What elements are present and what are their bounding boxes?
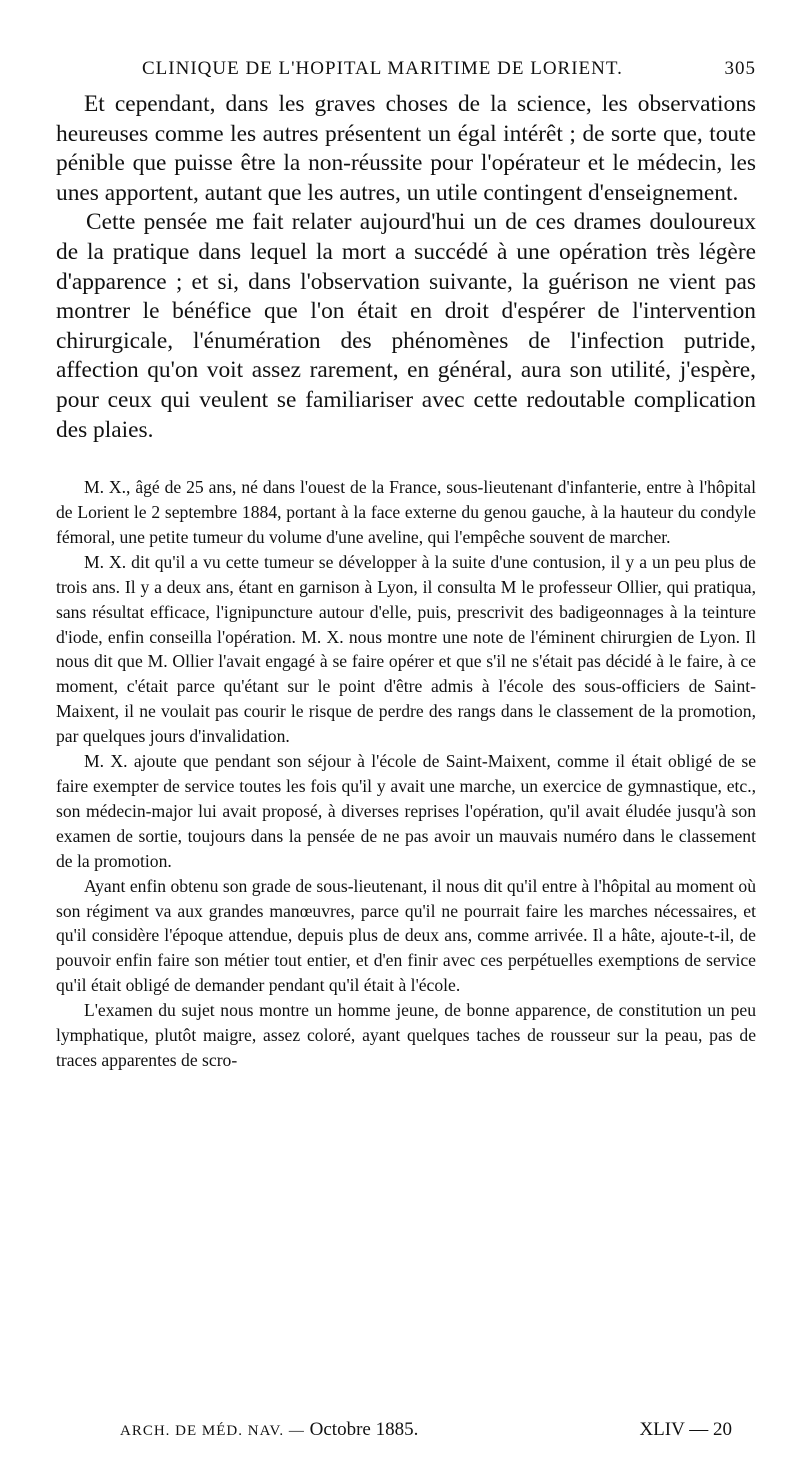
observation-paragraph: M. X., âgé de 25 ans, né dans l'ouest de la France, sous-lieutenant d'infanterie, entre à l'hôpital de Lorient le 2 septembre 1884, portant à la face externe du genou gauche, à la hauteur du condyle fémoral, une petite tumeur du volume d'une aveline, qui l'empêche souvent de marcher.	[56, 477, 756, 547]
running-title: CLINIQUE DE L'HOPITAL MARITIME DE LORIENT.	[142, 58, 623, 79]
running-head	[56, 58, 756, 80]
intro-paragraph: Et cependant, dans les graves choses de la science, les observations heureuses comme les autres présentent un égal intérêt ; de sorte que, toute pénible que puisse être la non-réussite pour l'opérateur et le médecin, les unes apportent, autant que les autres, un utile contingent d'enseignement.	[56, 91, 756, 206]
intro-section	[56, 90, 756, 445]
observation-section	[56, 475, 756, 1073]
journal-name: ARCH. DE MÉD. NAV. —	[120, 1423, 305, 1439]
journal-reference	[60, 1419, 418, 1441]
observation-paragraph: L'examen du sujet nous montre un homme jeune, de bonne apparence, de constitution un peu lymphatique, plutôt maigre, assez coloré, ayant quelques taches de rousseur sur la peau, pas de traces apparentes de scro-	[56, 1000, 756, 1070]
observation-paragraph: M. X. dit qu'il a vu cette tumeur se développer à la suite d'une contusion, il y a un peu plus de trois ans. Il y a deux ans, étant en garnison à Lyon, il consulta M le professeur Ollier, qui pratiqua, sans résultat efficace, l'ignipuncture autour d'elle, puis, prescrivit des badigeonnages à la teinture d'iode, enfin conseilla l'opération. M. X. nous montre une note de l'éminent chirurgien de Lyon. Il nous dit que M. Ollier l'avait engagé à se faire opérer et que s'il ne s'était pas décidé à le faire, à ce moment, c'était parce qu'étant sur le point d'être admis à l'école des sous-officiers de Saint-Maixent, il ne voulait pas courir le risque de perdre des rangs dans le classement de la promotion, par quelques jours d'invalidation.	[56, 551, 756, 747]
observation-paragraph: Ayant enfin obtenu son grade de sous-lieutenant, il nous dit qu'il entre à l'hôpital au moment où son régiment va aux grandes manœuvres, parce qu'il ne pourrait faire les marches nécessaires, et qu'il considère l'époque attendue, depuis plus de deux ans, comme arrivée. Il a hâte, ajoute-t-il, de pouvoir enfin faire son métier tout entier, et d'en finir avec ces perpétuelles exemptions de service qu'il était obligé de demander pendant qu'il était à l'école.	[56, 875, 756, 996]
observation-paragraph: M. X. ajoute que pendant son séjour à l'école de Saint-Maixent, comme il était obligé de se faire exempter de service toutes les fois qu'il y avait une marche, un exercice de gymnastique, etc., son médecin-major lui avait proposé, à diverses reprises l'opération, qu'il avait éludée jusqu'à son examen de sortie, toujours dans la pensée de ne pas avoir un mauvais numéro dans le classement de la promotion.	[56, 751, 756, 871]
issue-date: Octobre 1885.	[309, 1419, 419, 1440]
signature-mark: XLIV — 20	[639, 1419, 732, 1440]
document-page	[56, 58, 756, 1073]
intro-paragraph: Cette pensée me fait relater aujourd'hui un de ces drames douloureux de la pratique dans lequel la mort a succédé à une opération très légère d'apparence ; et si, dans l'observation suivante, la guérison ne vient pas montrer le bénéfice que l'on était en droit d'espérer de l'intervention chirurgicale, l'énumération des phénomènes de l'infection putride, affection qu'on voit assez rarement, en général, aura son utilité, j'espère, pour ceux qui veulent se familiariser avec cette redoutable complication des plaies.	[56, 209, 756, 443]
page-number: 305	[724, 58, 756, 79]
page-footer	[60, 1419, 740, 1441]
